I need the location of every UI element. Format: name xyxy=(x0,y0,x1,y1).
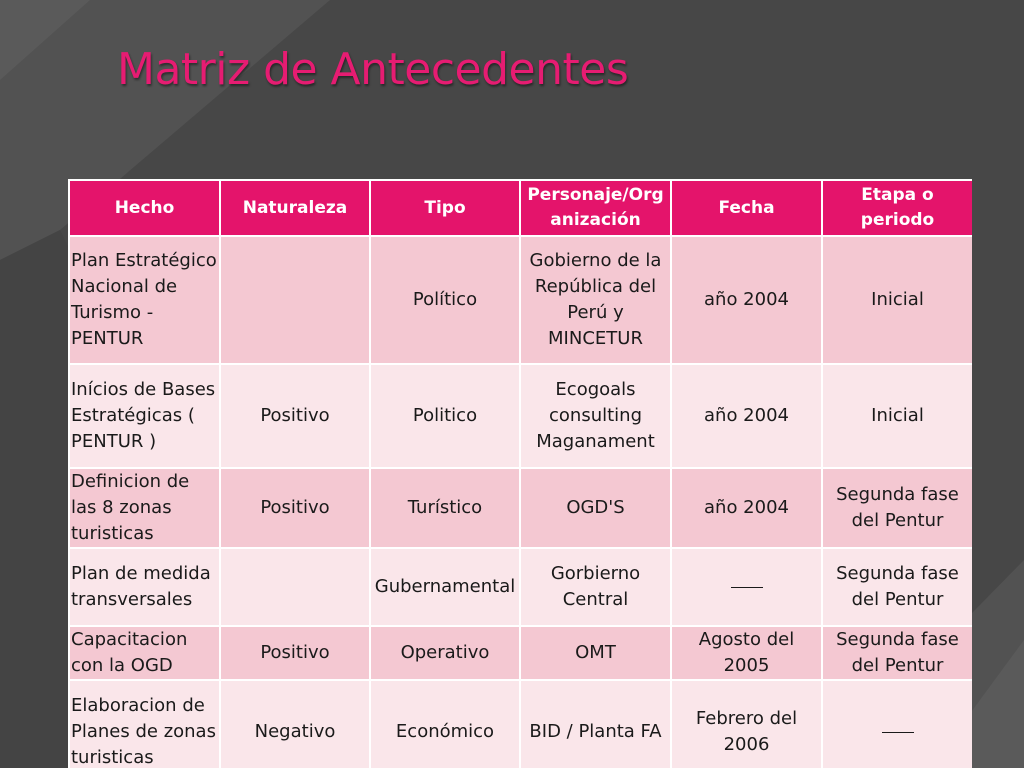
cell-naturaleza xyxy=(220,236,370,364)
table-row xyxy=(69,680,972,768)
empty-value-dash xyxy=(731,587,763,588)
cell-etapa: Inicial xyxy=(822,364,972,468)
cell-tipo: Político xyxy=(370,236,520,364)
cell-naturaleza: Positivo xyxy=(220,468,370,548)
cell-fecha xyxy=(671,548,822,626)
cell-hecho: Plan Estratégico Nacional de Turismo - PENTUR xyxy=(69,236,220,364)
cell-fecha: año 2004 xyxy=(671,236,822,364)
cell-hecho: Plan de medida transversales xyxy=(69,548,220,626)
table-row xyxy=(69,548,972,626)
cell-tipo: Gubernamental xyxy=(370,548,520,626)
cell-hecho: Elaboracion de Planes de zonas turisticas xyxy=(69,680,220,768)
cell-etapa xyxy=(822,680,972,768)
header-etapa: Etapa o periodo xyxy=(822,180,972,236)
cell-fecha: año 2004 xyxy=(671,364,822,468)
cell-etapa: Segunda fase del Pentur xyxy=(822,626,972,680)
cell-tipo: Económico xyxy=(370,680,520,768)
header-personaje: Personaje/Organización xyxy=(520,180,671,236)
cell-naturaleza xyxy=(220,548,370,626)
cell-tipo: Turístico xyxy=(370,468,520,548)
cell-etapa: Segunda fase del Pentur xyxy=(822,548,972,626)
header-hecho: Hecho xyxy=(69,180,220,236)
slide-title: Matriz de Antecedentes xyxy=(117,44,629,95)
table-header-row xyxy=(69,180,972,236)
cell-naturaleza: Negativo xyxy=(220,680,370,768)
cell-fecha: Febrero del 2006 xyxy=(671,680,822,768)
antecedentes-table xyxy=(68,179,972,768)
header-tipo: Tipo xyxy=(370,180,520,236)
cell-etapa: Segunda fase del Pentur xyxy=(822,468,972,548)
table-row xyxy=(69,626,972,680)
table-row xyxy=(69,468,972,548)
cell-personaje: OMT xyxy=(520,626,671,680)
cell-etapa: Inicial xyxy=(822,236,972,364)
cell-hecho: Definicion de las 8 zonas turisticas xyxy=(69,468,220,548)
cell-personaje: Gobierno de la República del Perú y MINCETUR xyxy=(520,236,671,364)
cell-fecha: año 2004 xyxy=(671,468,822,548)
cell-tipo: Operativo xyxy=(370,626,520,680)
header-fecha: Fecha xyxy=(671,180,822,236)
cell-naturaleza: Positivo xyxy=(220,364,370,468)
empty-value-dash xyxy=(882,732,914,733)
cell-personaje: Gorbierno Central xyxy=(520,548,671,626)
table-row xyxy=(69,364,972,468)
cell-personaje: OGD'S xyxy=(520,468,671,548)
antecedentes-table-container xyxy=(68,179,972,768)
cell-fecha: Agosto del 2005 xyxy=(671,626,822,680)
cell-hecho: Capacitacion con la OGD xyxy=(69,626,220,680)
table-row xyxy=(69,236,972,364)
cell-personaje: BID / Planta FA xyxy=(520,680,671,768)
cell-tipo: Politico xyxy=(370,364,520,468)
cell-naturaleza: Positivo xyxy=(220,626,370,680)
cell-personaje: Ecogoals consulting Maganament xyxy=(520,364,671,468)
cell-hecho: Inícios de Bases Estratégicas ( PENTUR ) xyxy=(69,364,220,468)
header-naturaleza: Naturaleza xyxy=(220,180,370,236)
